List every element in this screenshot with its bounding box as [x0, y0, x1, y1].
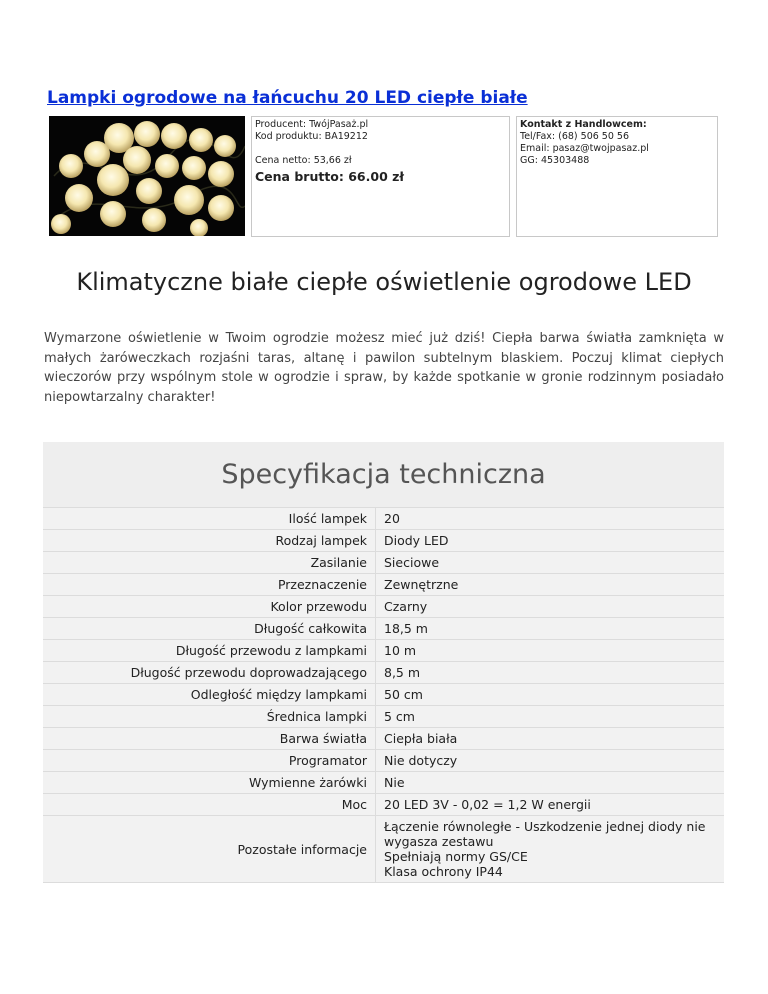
spec-label: Przeznaczenie [43, 574, 376, 595]
spec-value-line: Łączenie równoległe - Uszkodzenie jednej diody nie wygasza zestawu [384, 819, 706, 849]
spec-value-line: 5 cm [384, 709, 415, 724]
spec-row [43, 705, 724, 727]
spec-value-line: Diody LED [384, 533, 449, 548]
spec-label: Kolor przewodu [43, 596, 376, 617]
spec-value [376, 574, 724, 595]
contact-box [516, 116, 718, 237]
spec-value-line: Nie [384, 775, 405, 790]
spec-value-line: 20 LED 3V - 0,02 = 1,2 W energii [384, 797, 591, 812]
spec-row [43, 749, 724, 771]
spec-value [376, 508, 724, 529]
spec-value-line: Zewnętrzne [384, 577, 459, 592]
contact-email: Email: pasaz@twojpasaz.pl [520, 143, 649, 154]
spec-label: Pozostałe informacje [43, 816, 376, 882]
spec-value-line: Klasa ochrony IP44 [384, 864, 503, 879]
net-price-text: Cena netto: 53,66 zł [255, 155, 352, 166]
product-code-text: Kod produktu: BA19212 [255, 131, 368, 142]
contact-gg: GG: 45303488 [520, 155, 590, 166]
spec-label: Programator [43, 750, 376, 771]
spec-label: Rodzaj lampek [43, 530, 376, 551]
spec-value-line: 10 m [384, 643, 417, 658]
spec-label: Wymienne żarówki [43, 772, 376, 793]
spec-value-line: Czarny [384, 599, 428, 614]
spec-row [43, 793, 724, 815]
spec-row [43, 617, 724, 639]
producer-text: Producent: TwójPasaż.pl [255, 119, 369, 130]
spec-row [43, 595, 724, 617]
spec-value [376, 618, 724, 639]
spec-value [376, 706, 724, 727]
spec-label: Odległość między lampkami [43, 684, 376, 705]
spec-value [376, 816, 724, 882]
spec-title: Specyfikacja techniczna [43, 442, 724, 507]
spec-value-line: 18,5 m [384, 621, 428, 636]
contact-phone: Tel/Fax: (68) 506 50 56 [520, 131, 629, 142]
product-photo [49, 116, 245, 236]
gross-price-text: Cena brutto: 66.00 zł [255, 169, 405, 184]
spec-value [376, 772, 724, 793]
product-description: Wymarzone oświetlenie w Twoim ogrodzie możesz mieć już dziś! Ciepła barwa światła zamknięta w małych żaróweczkach rozjaśni taras, altanę i pawilon subtelnym blaskiem. Poczuj klimat ciepłych wieczorów przy wspólnym stole w ogrodzie i spraw, by każde spotkanie w gronie rodzinnym posiadało niepowtarzalny charakter! [44, 331, 724, 405]
spec-rows [43, 507, 724, 883]
spec-label: Średnica lampki [43, 706, 376, 727]
spec-row [43, 529, 724, 551]
spec-row [43, 661, 724, 683]
spec-value [376, 684, 724, 705]
spec-row [43, 551, 724, 573]
spec-row [43, 683, 724, 705]
spec-label: Długość przewodu z lampkami [43, 640, 376, 661]
product-info-box [251, 116, 510, 237]
spec-row [43, 815, 724, 883]
spec-value-line: Spełniają normy GS/CE [384, 849, 528, 864]
spec-value-line: Sieciowe [384, 555, 440, 570]
spec-value [376, 662, 724, 683]
spec-label: Długość całkowita [43, 618, 376, 639]
product-title-link[interactable]: Lampki ogrodowe na łańcuchu 20 LED ciepłe białe [47, 88, 528, 108]
spec-value-line: Nie dotyczy [384, 753, 458, 768]
page-headline: Klimatyczne białe ciepłe oświetlenie ogrodowe LED [76, 268, 692, 296]
contact-heading: Kontakt z Handlowcem: [520, 119, 647, 130]
spec-row [43, 639, 724, 661]
spec-value-line: Ciepła biała [384, 731, 458, 746]
spec-table [43, 442, 724, 883]
spec-label: Długość przewodu doprowadzającego [43, 662, 376, 683]
spec-value [376, 552, 724, 573]
spec-value [376, 728, 724, 749]
spec-row [43, 573, 724, 595]
spec-label: Ilość lampek [43, 508, 376, 529]
spec-value [376, 750, 724, 771]
spec-row [43, 727, 724, 749]
spec-label: Moc [43, 794, 376, 815]
spec-value-line: 50 cm [384, 687, 423, 702]
spec-label: Barwa światła [43, 728, 376, 749]
spec-row [43, 507, 724, 529]
spec-value [376, 640, 724, 661]
spec-row [43, 771, 724, 793]
spec-value [376, 794, 724, 815]
spec-value [376, 530, 724, 551]
spec-value-line: 8,5 m [384, 665, 421, 680]
spec-label: Zasilanie [43, 552, 376, 573]
led-lights-image [49, 116, 245, 236]
spec-value [376, 596, 724, 617]
spec-value-line: 20 [384, 511, 400, 526]
